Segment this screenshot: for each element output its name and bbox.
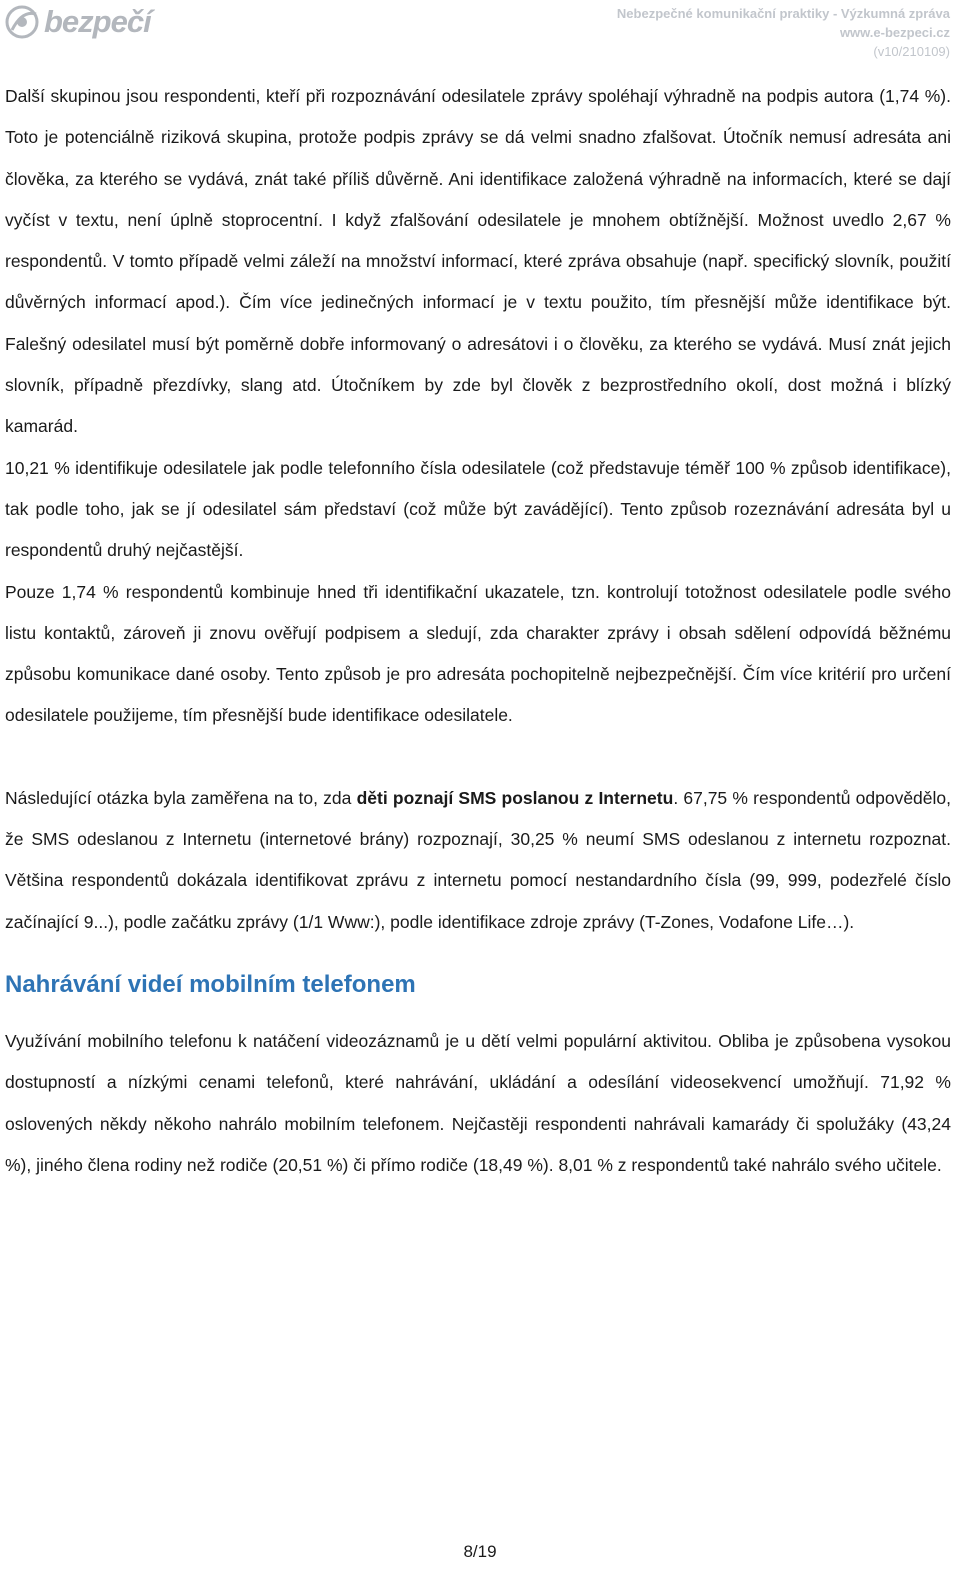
sms-text-before: Následující otázka byla zaměřena na to, zda bbox=[5, 787, 357, 808]
paragraph: Další skupinou jsou respondenti, kteří při rozpoznávání odesilatele zprávy spoléhají výhradně na podpis autora (1,74 %). Toto je potenciálně riziková skupina, protože podpis zprávy se dá velmi snadno zfalšovat. Útočník nemusí adresáta ani člověka, za kterého se vydává, znát také příliš důvěrně. Ani identifikace založená výhradně na informacích, které se dají vyčíst v textu, není úplně stoprocentní. I když zfalšování odesilatele je mnohem obtížnější. Možnost uvedlo 2,67 % respondentů. V tomto případě velmi záleží na množství informací, které zpráva obsahuje (např. specifický slovník, použití důvěrných informací apod.). Čím více jedinečných informací je v textu použito, tím přesnější může identifikace být. Falešný odesilatel musí být poměrně dobře informovaný o adresátovi i o člověku, za kterého se vydává. Musí znát jejich slovník, případně přezdívky, slang atd. Útočníkem by zde byl člověk z bezprostředního okolí, dost možná i blízký kamarád. bbox=[5, 86, 951, 437]
header-meta bbox=[617, 4, 950, 61]
sms-text-after: . 67,75 % respondentů odpovědělo, že SMS odeslanou z Internetu (internetové brány) rozpoznají, 30,25 % neumí SMS odeslanou z internetu rozpoznat. Většina respondentů dokázala identifikovat zprávu z internetu pomocí nestandardního čísla (99, 999, podezřelé číslo začínající 9...), podle začátku zprávy (1/1 Www:), podle identifikace zdroje zprávy (T-Zones, Vodafone Life…). bbox=[5, 787, 951, 932]
section-heading: Nahrávání videí mobilním telefonem bbox=[5, 970, 416, 998]
page-header bbox=[0, 0, 960, 66]
logo-swirl-icon bbox=[4, 2, 44, 42]
document-title: Nebezpečné komunikační praktiky - Výzkumná zpráva bbox=[616, 6, 950, 21]
page-content bbox=[5, 76, 951, 1186]
bezpeci-logo bbox=[4, 2, 154, 42]
video-paragraph: Využívání mobilního telefonu k natáčení videozáznamů je u dětí velmi populární aktivitou. Obliba je způsobena vysokou dostupností a nízkými cenami telefonů, které nahrávání, ukládání a odesílání videosekvencí umožňují. 71,92 % oslovených někdy někoho nahrálo mobilním telefonem. Nejčastěji respondenti nahrávali kamarády či spolužáky (43,24 %), jiného člena rodiny než rodiče (20,51 %) či přímo rodiče (18,49 %). 8,01 % z respondentů také nahrálo svého učitele. bbox=[5, 1030, 951, 1175]
sms-paragraph bbox=[5, 778, 951, 943]
website-link[interactable]: www.e-bezpeci.cz bbox=[839, 25, 950, 40]
paragraph: Pouze 1,74 % respondentů kombinuje hned tři identifikační ukazatele, tzn. kontrolují totožnost odesilatele podle svého listu kontaktů, zároveň ji znovu ověřují podpisem a sledují, zda charakter zprávy i obsah sdělení odpovídá běžnému způsobu komunikace dané osoby. Tento způsob je pro adresáta pochopitelně nejbezpečnější. Čím více kritérií pro určení odesilatele použijeme, tím přesnější bude identifikace odesilatele. bbox=[5, 581, 951, 726]
sms-text-bold: děti poznají SMS poslanou z Internetu bbox=[356, 787, 674, 808]
paragraph: 10,21 % identifikuje odesilatele jak podle telefonního čísla odesilatele (což představuje téměř 100 % způsob identifikace), tak podle toho, jak se jí odesilatel sám představí (což může být zavádějící). Tento způsob rozeznávání adresáta byl u respondentů druhý nejčastější. bbox=[5, 457, 951, 561]
page-number: 8/19 bbox=[463, 1542, 497, 1561]
logo-text: bezpečí bbox=[44, 4, 151, 39]
version-label: (v10/210109) bbox=[873, 44, 950, 59]
paragraph-spacer bbox=[5, 737, 951, 778]
